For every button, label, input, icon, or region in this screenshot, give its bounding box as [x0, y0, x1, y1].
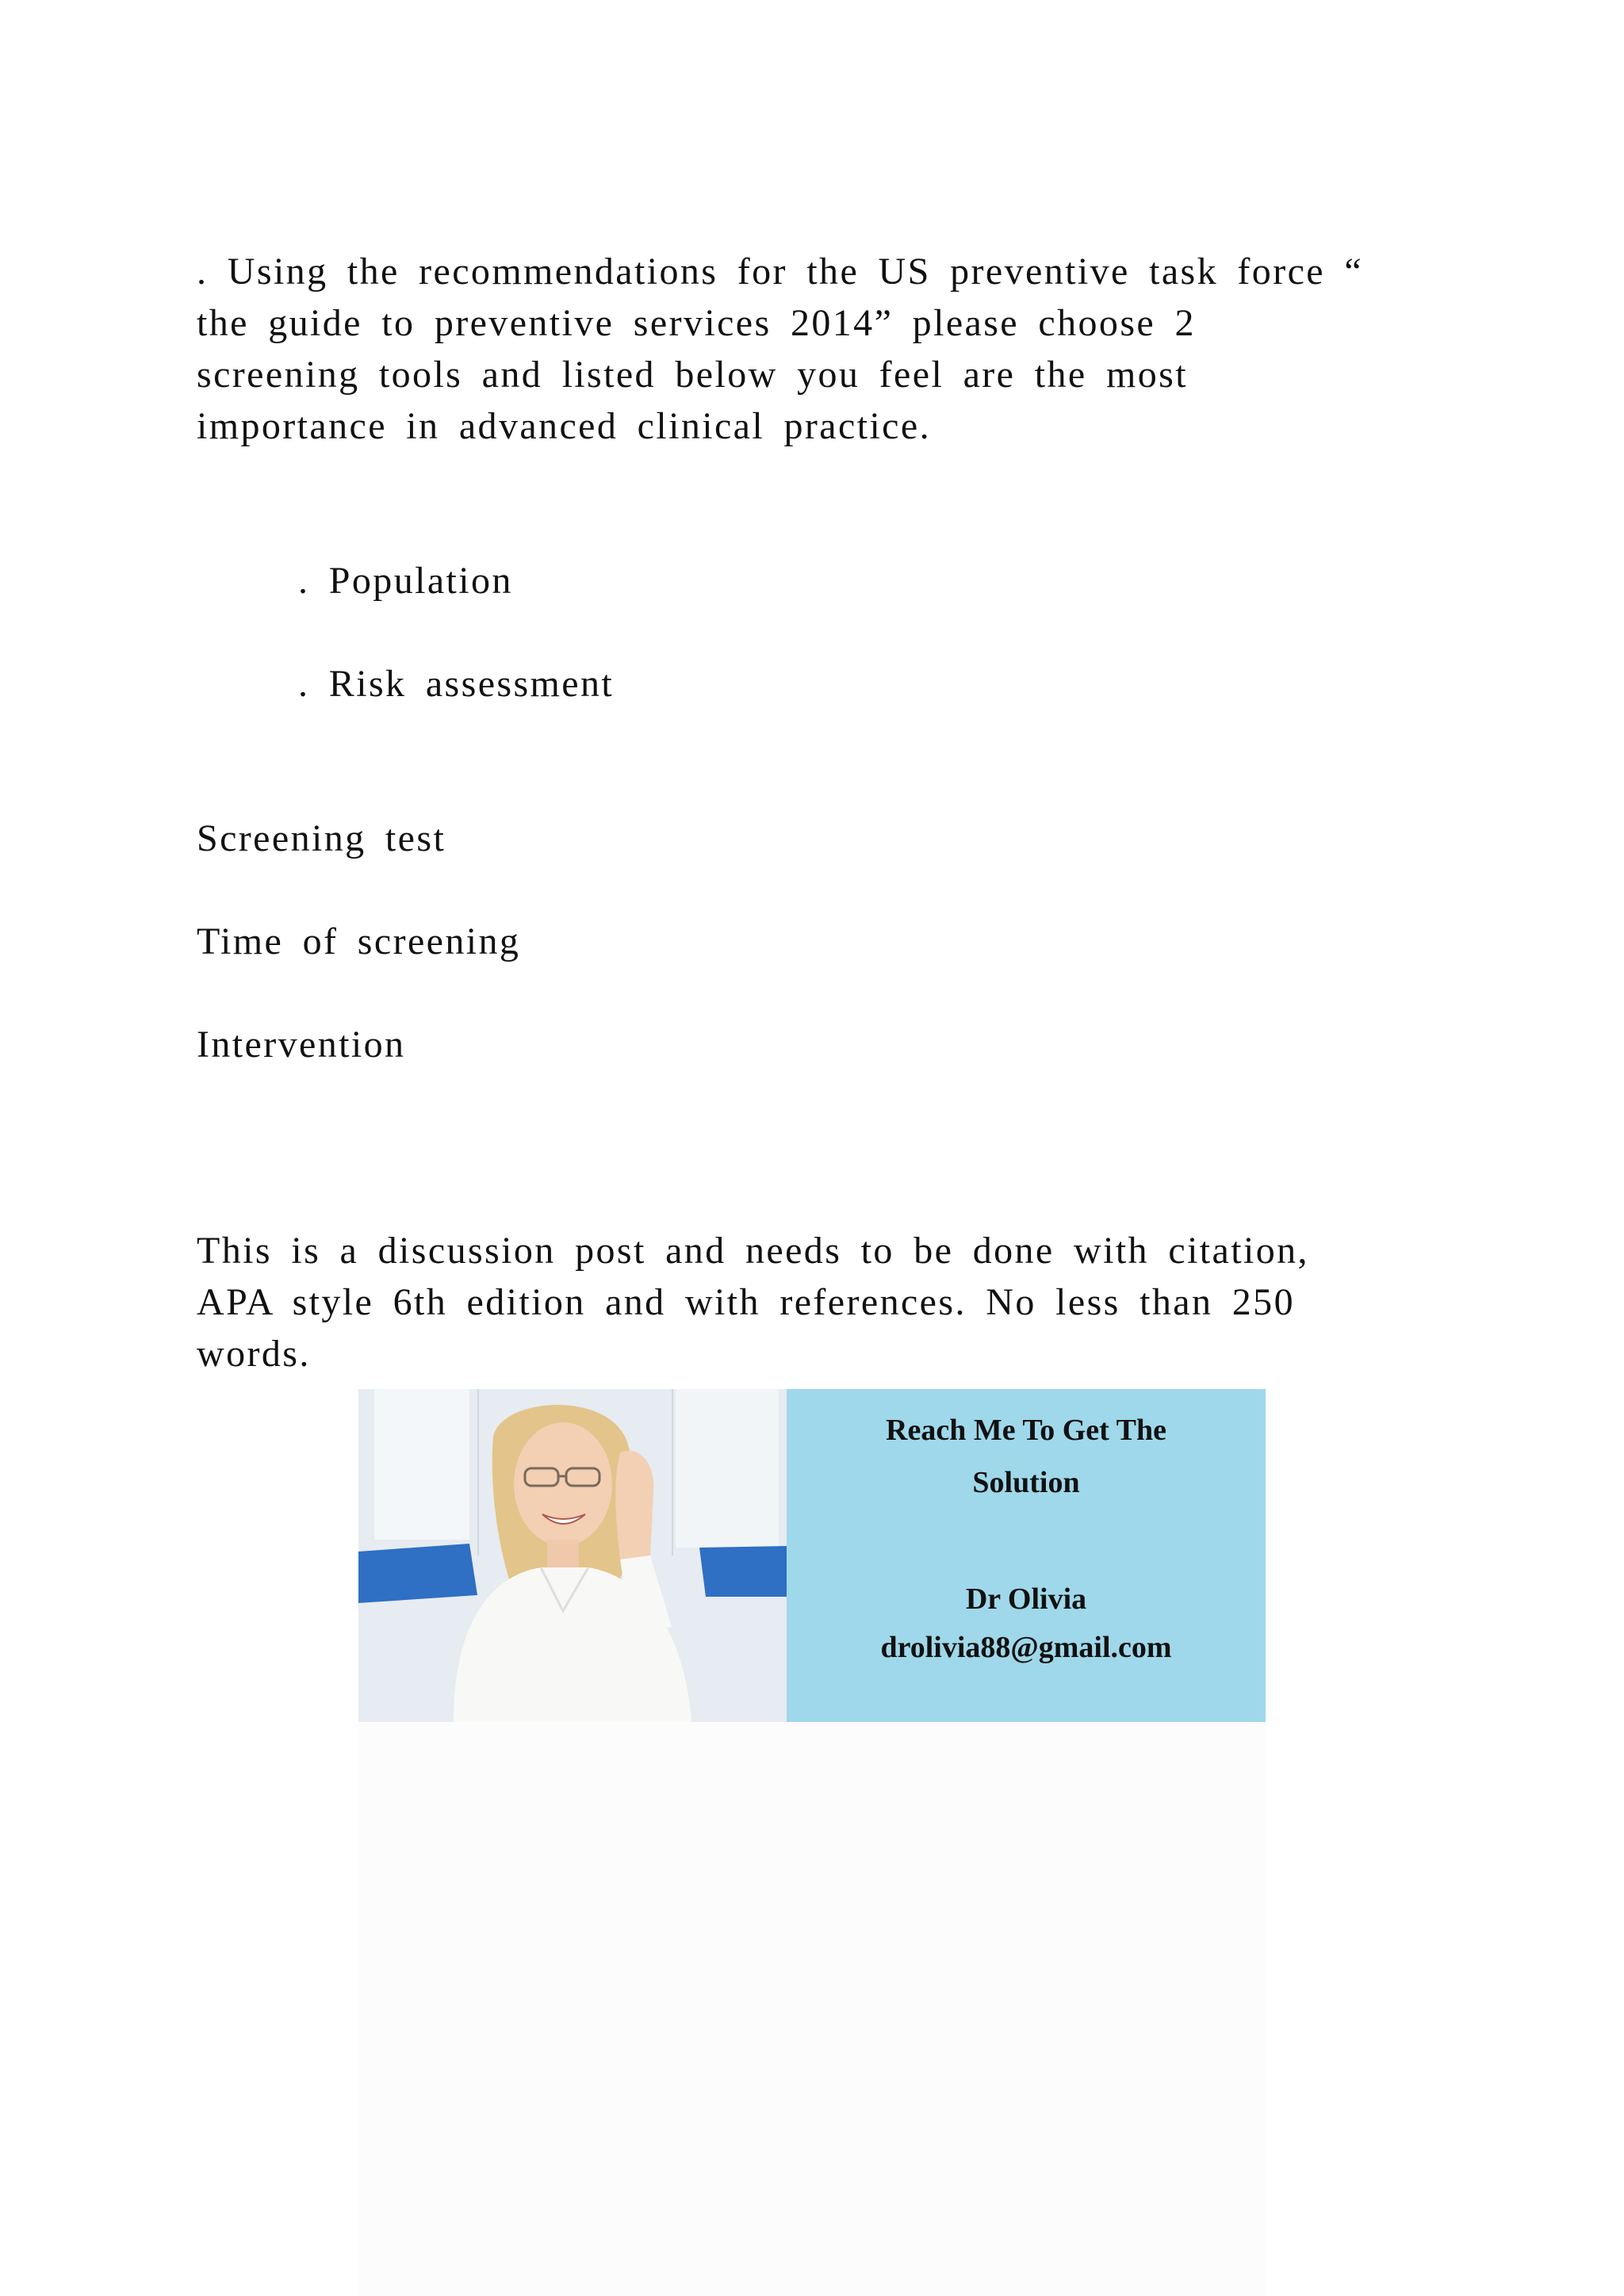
question-line-2: the guide to preventive services 2014” please choose 2 — [197, 302, 1196, 344]
item-screening-test: Screening test — [197, 817, 446, 859]
list-item-risk-assessment: . Risk assessment — [298, 663, 615, 705]
item-time-of-screening: Time of screening — [197, 920, 521, 962]
faded-image-area — [358, 1722, 1266, 2296]
contact-banner — [358, 1389, 1266, 1722]
instruction-line-2: APA style 6th edition and with references. No less than 250 — [197, 1281, 1295, 1323]
banner-photo — [358, 1389, 787, 1722]
question-line-3: screening tools and listed below you feel are the most — [197, 354, 1188, 396]
instruction-line-1: This is a discussion post and needs to be done with citation, — [197, 1230, 1309, 1272]
banner-headline-1: Reach Me To Get The — [886, 1414, 1166, 1447]
woman-photo-illustration — [358, 1389, 787, 1722]
instruction-line-3: words. — [197, 1333, 311, 1375]
banner-contact-name: Dr Olivia — [965, 1582, 1087, 1616]
question-line-4: importance in advanced clinical practice. — [197, 405, 931, 447]
banner-contact-email: drolivia88@gmail.com — [880, 1631, 1172, 1664]
banner-headline-2: Solution — [972, 1466, 1080, 1499]
banner-info-panel — [787, 1389, 1266, 1722]
list-item-population: . Population — [298, 560, 513, 602]
item-intervention: Intervention — [197, 1024, 406, 1066]
question-line-1: . Using the recommendations for the US preventive task force “ — [197, 251, 1364, 293]
